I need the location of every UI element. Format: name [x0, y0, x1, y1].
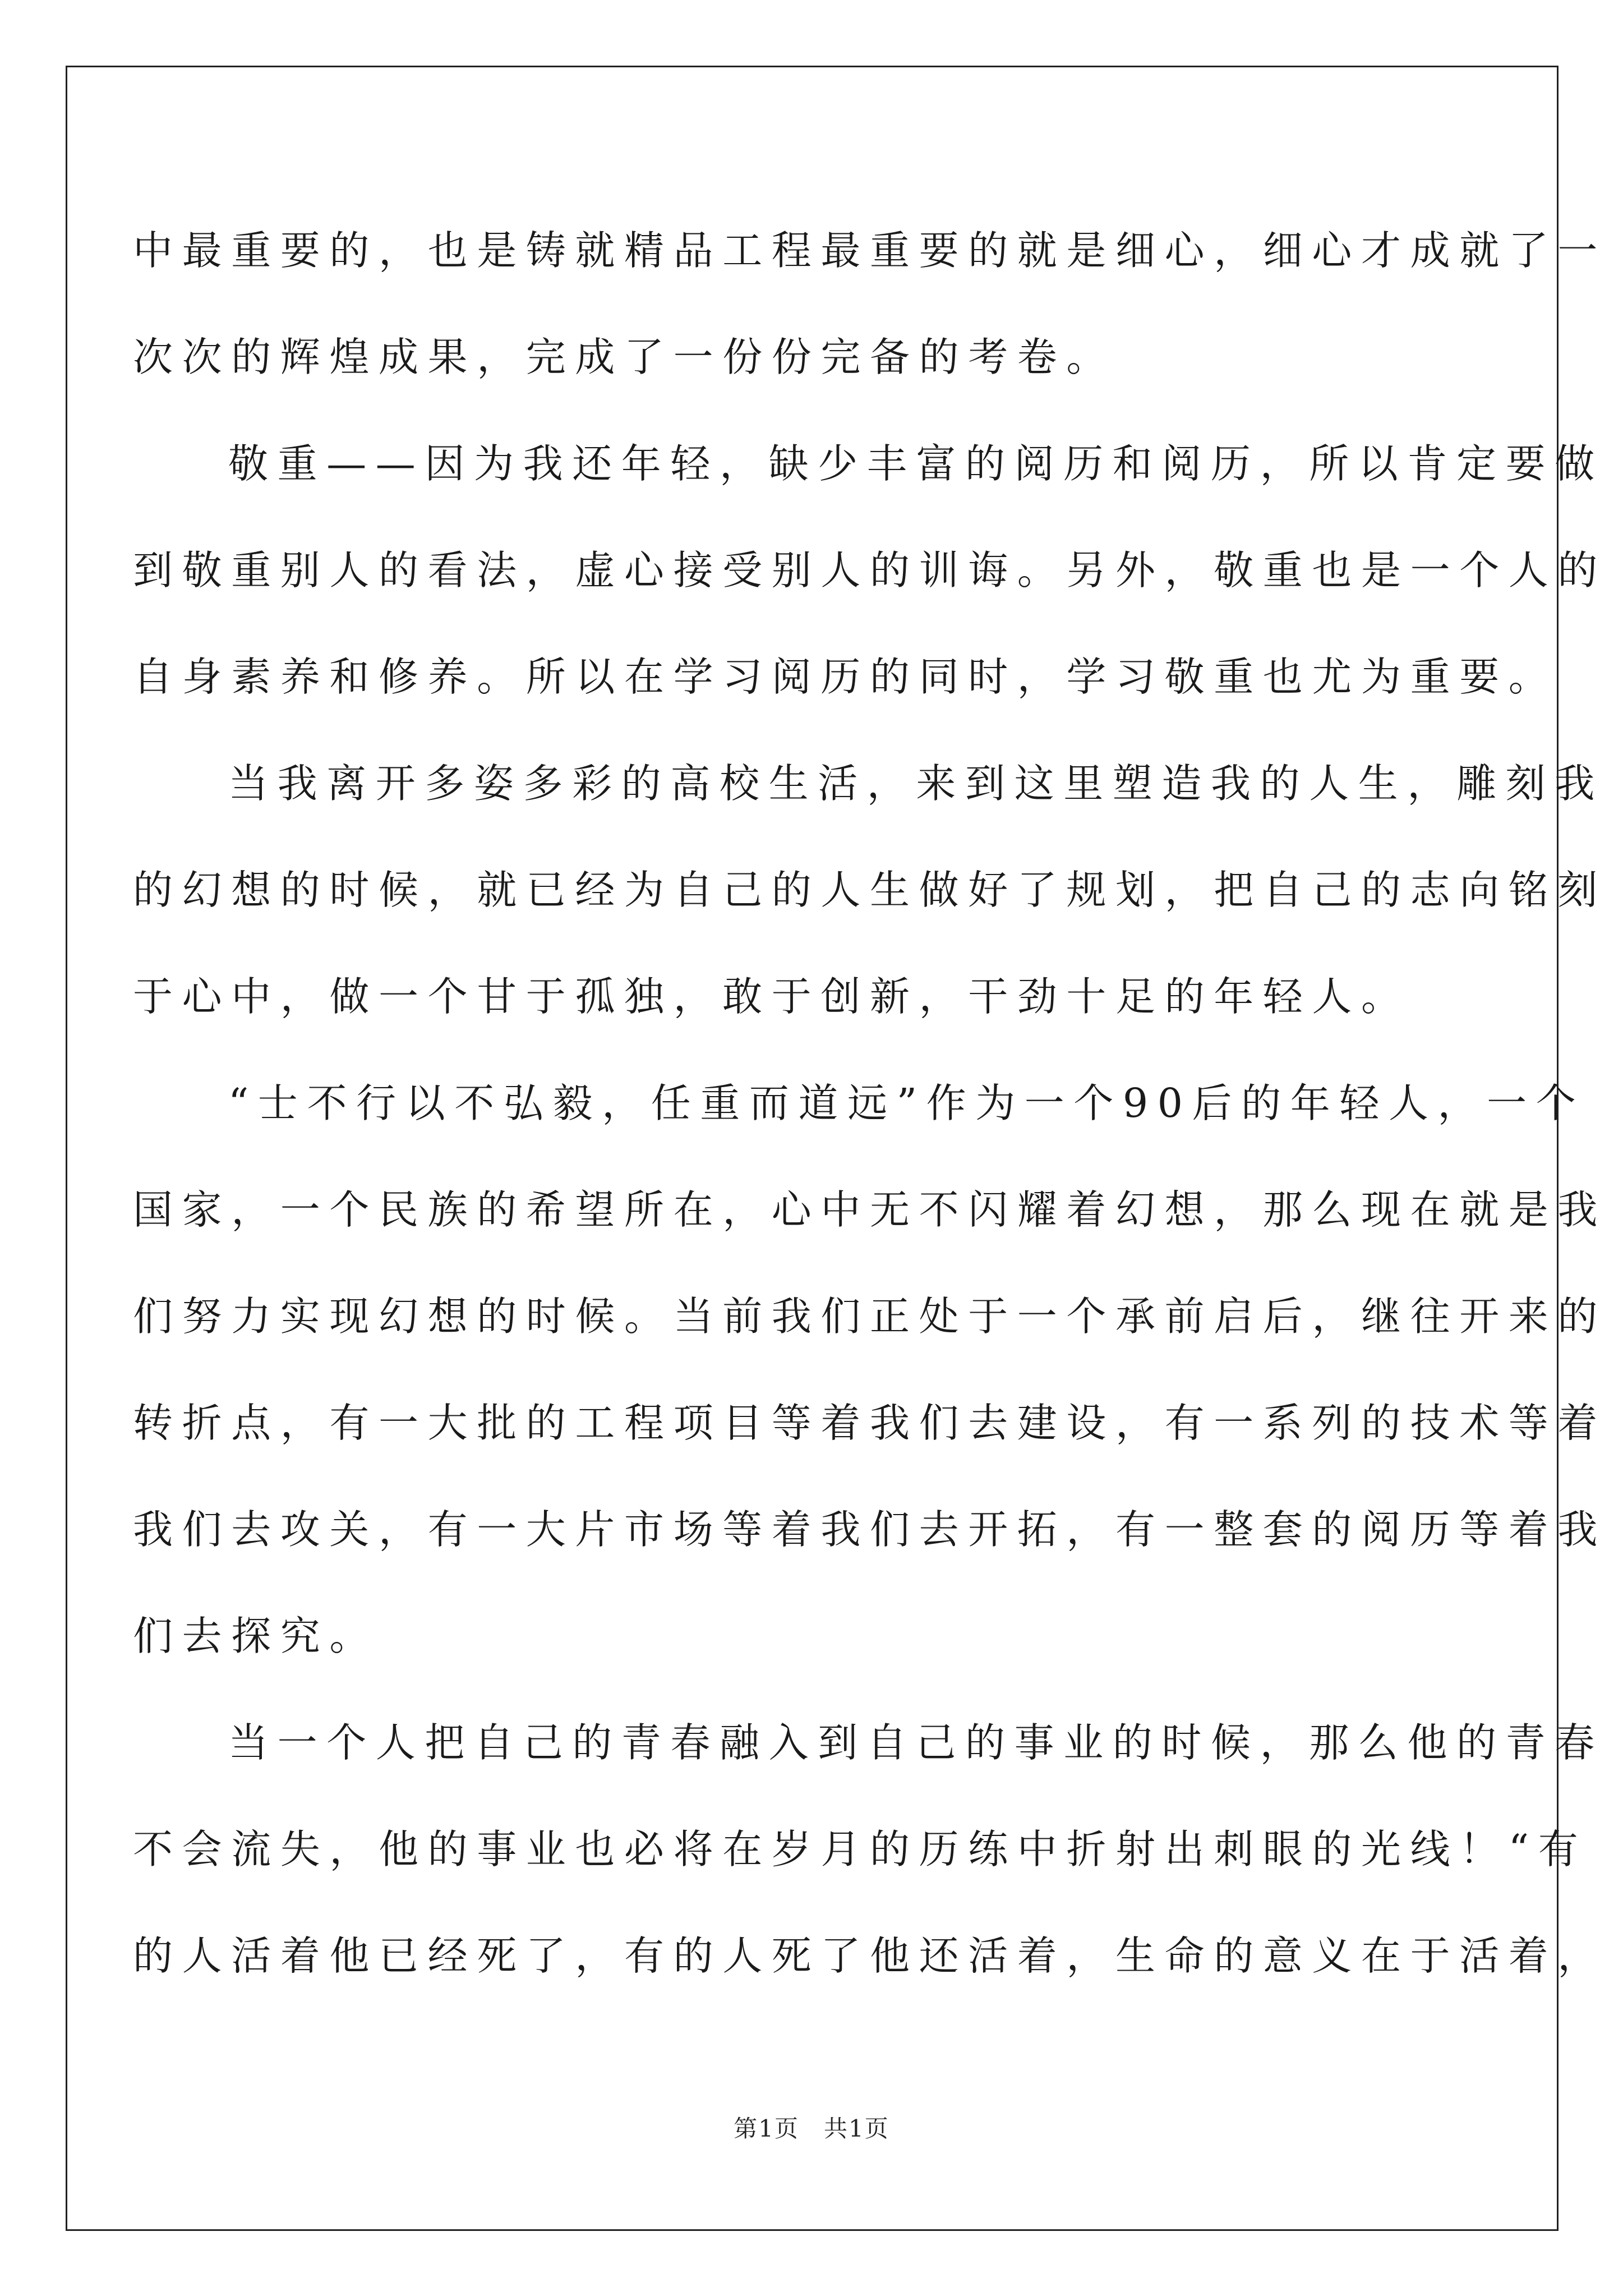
text-line: 次次的辉煌成果，完成了一份份完备的考卷。	[133, 334, 1116, 380]
text-line: 们去探究。	[133, 1613, 379, 1659]
text-line: 到敬重别人的看法，虚心接受别人的训诲。另外，敬重也是一个人的	[133, 547, 1607, 593]
text-line: 转折点，有一大批的工程项目等着我们去建设，有一系列的技术等着	[133, 1400, 1607, 1446]
paragraph-start-line: 敬重——因为我还年轻，缺少丰富的阅历和阅历，所以肯定要做	[228, 440, 1604, 487]
text-line: 不会流失，他的事业也必将在岁月的历练中折射出刺眼的光线！“有	[133, 1826, 1588, 1872]
text-line: 们努力实现幻想的时候。当前我们正处于一个承前启后，继往开来的	[133, 1293, 1607, 1340]
text-line: 我们去攻关，有一大片市场等着我们去开拓，有一整套的阅历等着我	[133, 1506, 1607, 1553]
text-line: 国家，一个民族的希望所在，心中无不闪耀着幻想，那么现在就是我	[133, 1186, 1607, 1233]
text-line: 的人活着他已经死了，有的人死了他还活着，生命的意义在于活着，	[133, 1932, 1607, 1979]
text-line: 的幻想的时候，就已经为自己的人生做好了规划，把自己的志向铭刻	[133, 867, 1607, 913]
text-line: 于心中，做一个甘于孤独，敢于创新，干劲十足的年轻人。	[133, 973, 1410, 1020]
paragraph-start-line: “士不行以不弘毅，任重而道远”作为一个90后的年轻人，一个	[228, 1080, 1585, 1126]
text-line: 中最重要的，也是铸就精品工程最重要的就是细心，细心才成就了一	[133, 227, 1607, 274]
page-border	[66, 66, 1559, 2231]
paragraph-start-line: 当我离开多姿多彩的高校生活，来到这里塑造我的人生，雕刻我	[228, 760, 1604, 807]
text-line: 自身素养和修养。所以在学习阅历的同时，学习敬重也尤为重要。	[133, 654, 1558, 700]
page-number-footer: 第1页 共1页	[734, 2115, 889, 2142]
paragraph-start-line: 当一个人把自己的青春融入到自己的事业的时候，那么他的青春	[228, 1719, 1604, 1766]
